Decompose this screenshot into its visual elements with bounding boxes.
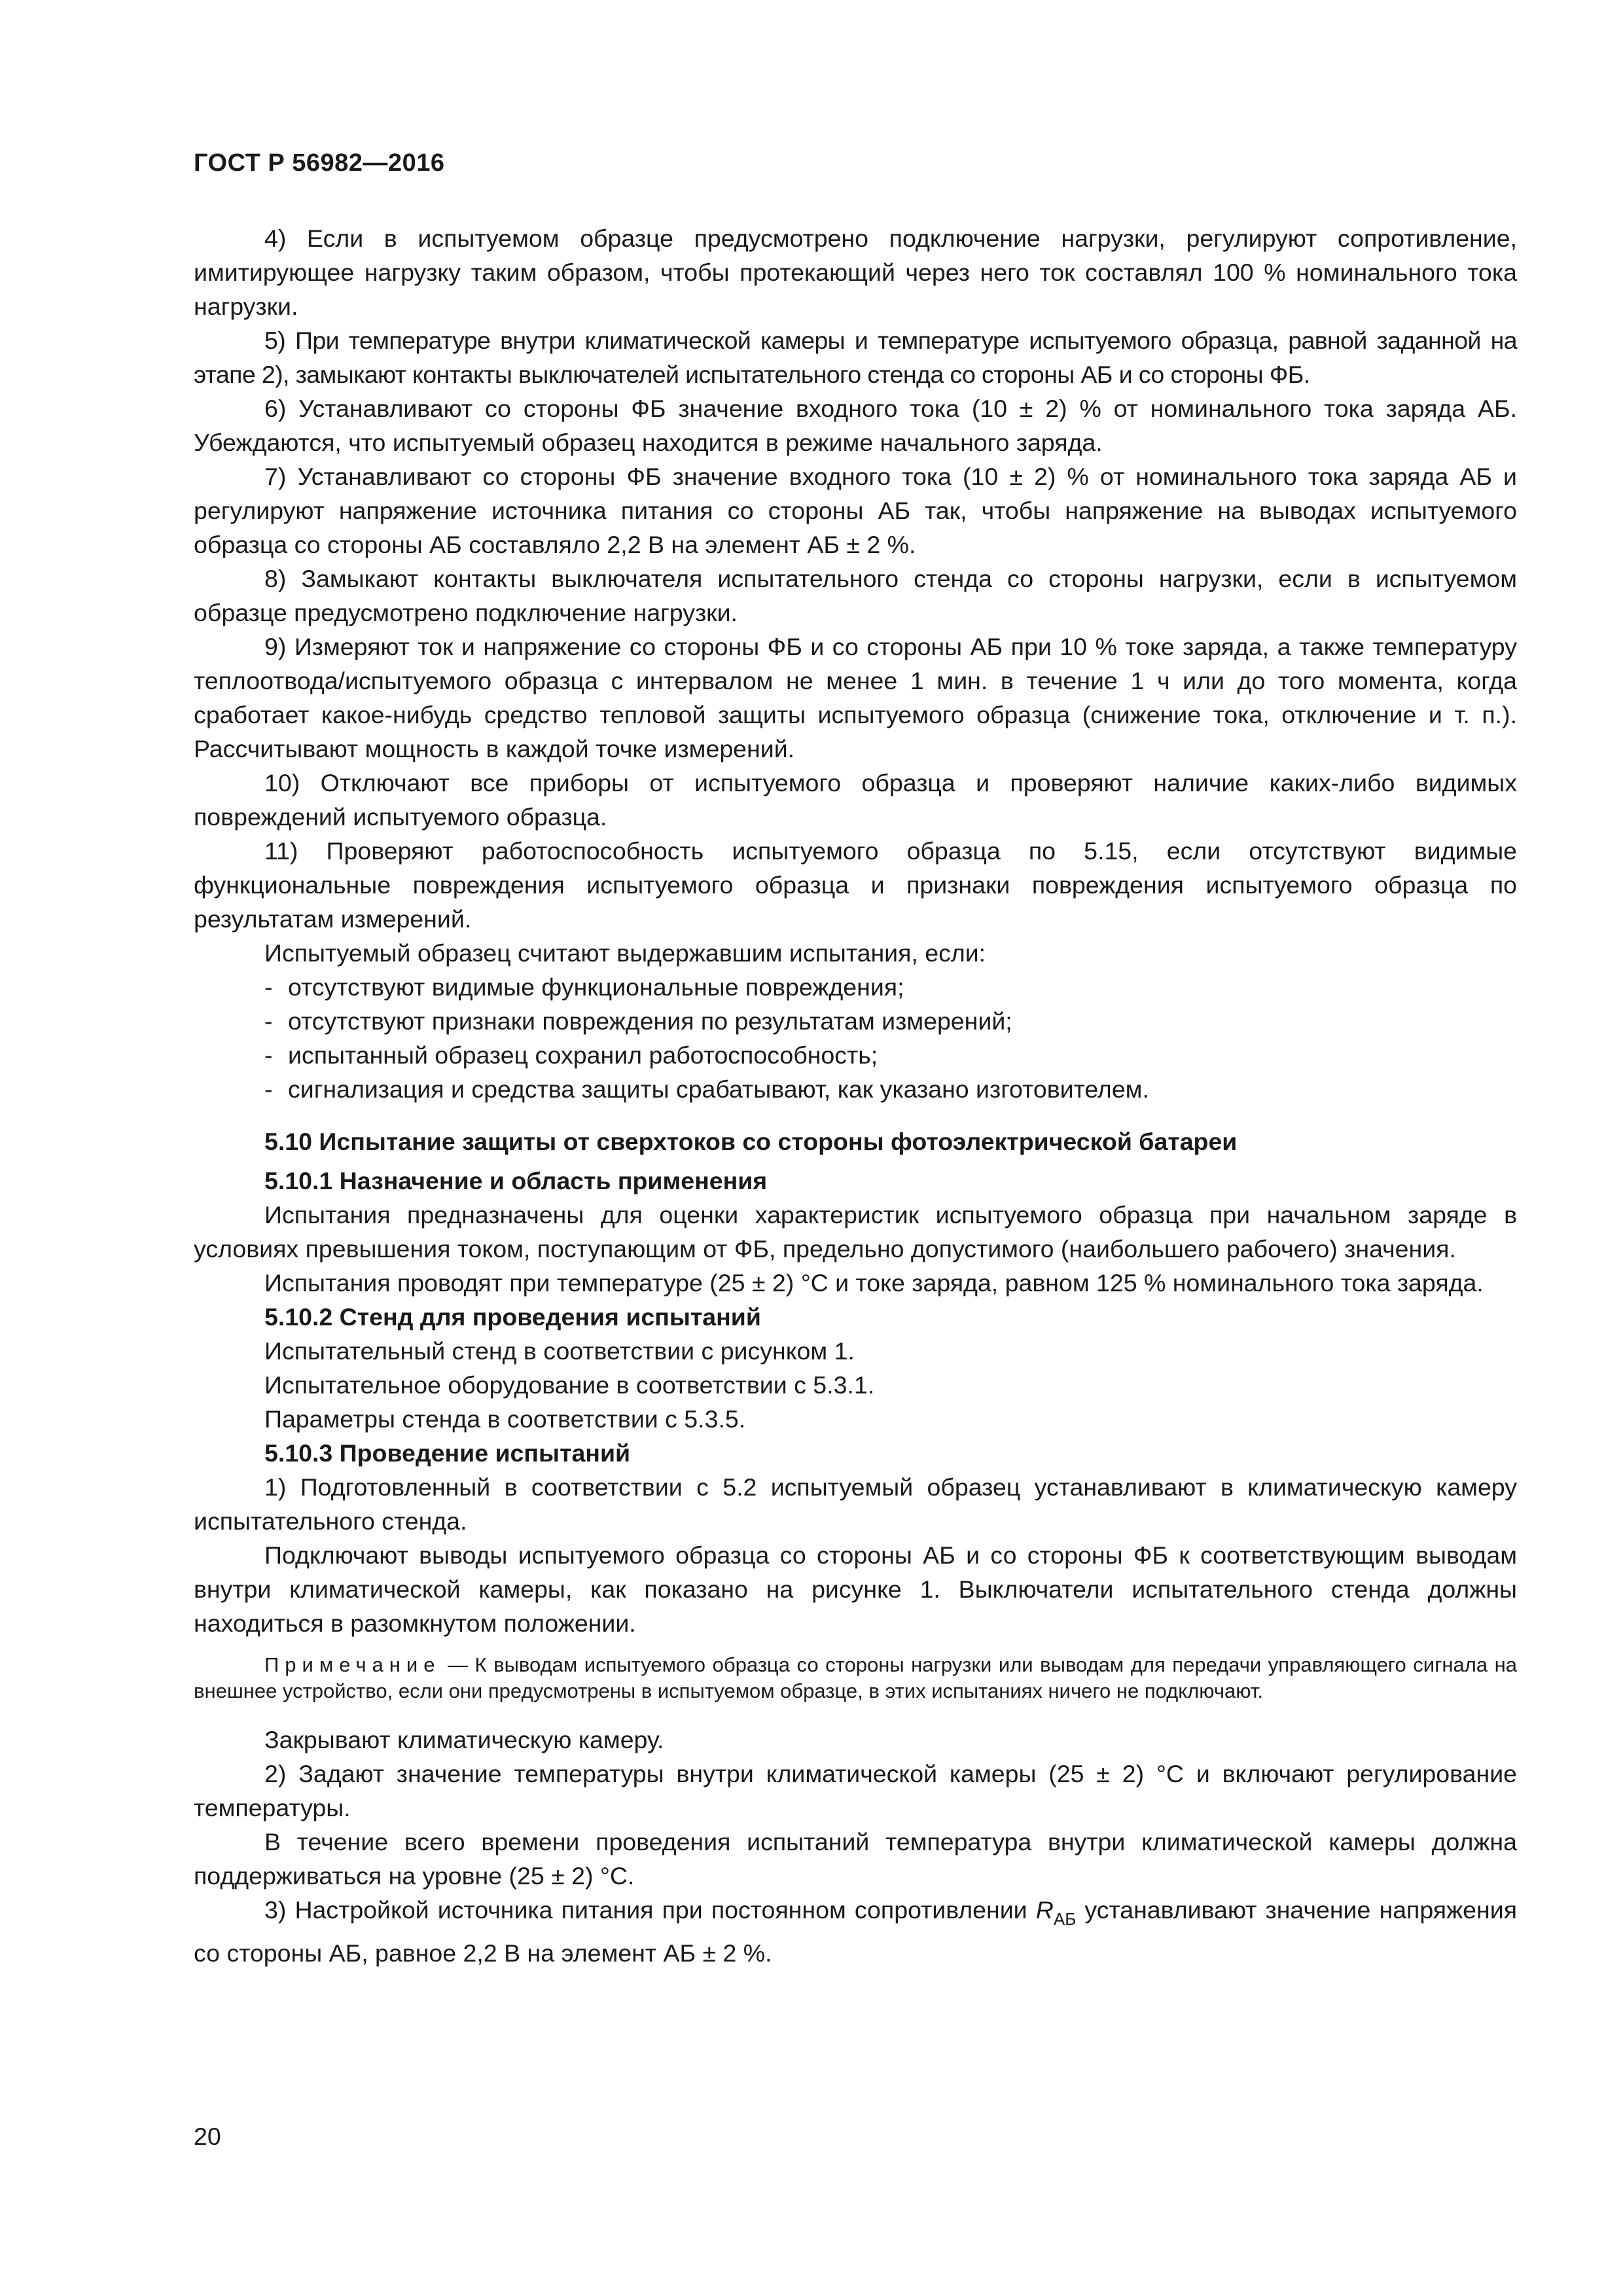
stand-line: Испытательный стенд в соответствии с рисунком 1. bbox=[264, 1337, 855, 1365]
document-header: ГОСТ Р 56982—2016 bbox=[194, 149, 445, 177]
paragraph-step-8: 8) Замыкают контакты выключателя испытательного стенда со стороны нагрузки, если в испытуемом образце предусмотрено подключение нагрузки. bbox=[194, 565, 1517, 626]
bullet-marker: - bbox=[264, 1041, 273, 1069]
note-text: — К выводам испытуемого образца со стороны нагрузки или выводам для передачи управляющего сигнала на внешнее устройство, если они предусмотрены в испытуемом образце, в этих испытаниях ничего не подключают. bbox=[194, 1653, 1517, 1702]
paragraph-step-4: 4) Если в испытуемом образце предусмотрено подключение нагрузки, регулируют сопротивление, имитирующее нагрузку таким образом, чтобы протекающий через него ток составлял 100 % номинального тока нагрузки. bbox=[194, 224, 1517, 320]
paragraph-step-9: 9) Измеряют ток и напряжение со стороны ФБ и со стороны АБ при 10 % токе заряда, а также температуру теплоотвода/испытуемого образца с интервалом не менее 1 мин. в течение 1 ч или до того момента, когда сработает какое-нибудь средство тепловой защиты испытуемого образца (снижение тока, отключение и т. п.). Рассчитывают мощность в каждой точке измерений. bbox=[194, 633, 1517, 762]
subsection-heading-5-10-3: 5.10.3 Проведение испытаний bbox=[264, 1439, 631, 1467]
pass-condition-text: Испытуемый образец считают выдержавшим испытания, если: bbox=[264, 939, 986, 967]
procedure-paragraph: 2) Задают значение температуры внутри климатической камеры (25 ± 2) °С и включают регулирование температуры. bbox=[194, 1760, 1517, 1821]
section-heading-5-10: 5.10 Испытание защиты от сверхтоков со стороны фотоэлектрической батареи bbox=[264, 1128, 1238, 1155]
paragraph-step-6: 6) Устанавливают со стороны ФБ значение входного тока (10 ± 2) % от номинального тока заряда АБ. Убеждаются, что испытуемый образец находится в режиме начального заряда. bbox=[194, 395, 1517, 456]
procedure-paragraph: Закрывают климатическую камеру. bbox=[264, 1726, 664, 1753]
procedure-paragraph: В течение всего времени проведения испытаний температура внутри климатической камеры должна поддерживаться на уровне (25 ± 2) °С. bbox=[194, 1828, 1517, 1890]
page-number: 20 bbox=[194, 2123, 221, 2150]
subsection-heading-5-10-1: 5.10.1 Назначение и область применения bbox=[264, 1167, 768, 1194]
bullet-marker: - bbox=[264, 1007, 273, 1035]
procedure-paragraph: Подключают выводы испытуемого образца со стороны АБ и со стороны ФБ к соответствующим выводам внутри климатической камеры, как показано на рисунке 1. Выключатели испытательного стенда должны находиться в разомкнутом положении. bbox=[194, 1541, 1517, 1637]
subsection-paragraph: Испытания проводят при температуре (25 ± 2) °С и токе заряда, равном 125 % номинального тока заряда. bbox=[264, 1269, 1484, 1297]
procedure-paragraph: 3) Настройкой источника питания при постоянном сопротивлении $R_{АБ}$ устанавливают значение напряжения со стороны АБ, равное 2,2 В на элемент АБ ± 2 %. bbox=[194, 1896, 1517, 1967]
paragraph-step-10: 10) Отключают все приборы от испытуемого образца и проверяют наличие каких-либо видимых повреждений испытуемого образца. bbox=[194, 769, 1517, 831]
stand-line: Испытательное оборудование в соответствии с 5.3.1. bbox=[264, 1371, 875, 1399]
resistance-symbol: R bbox=[1035, 1896, 1054, 1924]
paragraph-step-11: 11) Проверяют работоспособность испытуемого образца по 5.15, если отсутствуют видимые функциональные повреждения испытуемого образца и признаки повреждения испытуемого образца по результатам измерений. bbox=[194, 837, 1517, 933]
resistance-subscript: АБ bbox=[1053, 1909, 1077, 1929]
note-label: Примечание bbox=[264, 1653, 441, 1676]
bullet-marker: - bbox=[264, 1075, 273, 1103]
paragraph-step-7: 7) Устанавливают со стороны ФБ значение входного тока (10 ± 2) % от номинального тока заряда АБ и регулируют напряжение источника питания со стороны АБ так, чтобы напряжение на выводах испытуемого образца со стороны АБ составляло 2,2 В на элемент АБ ± 2 %. bbox=[194, 463, 1517, 558]
list-item: - отсутствуют видимые функциональные повреждения; bbox=[194, 970, 1517, 1004]
subsection-heading-5-10-2: 5.10.2 Стенд для проведения испытаний bbox=[264, 1303, 761, 1331]
procedure-paragraph: 1) Подготовленный в соответствии с 5.2 испытуемый образец устанавливают в климатическую камеру испытательного стенда. bbox=[194, 1473, 1517, 1535]
paragraph-step-5: 5) При температуре внутри климатической камеры и температуре испытуемого образца, равной заданной на этапе 2), замыкают контакты выключателей испытательного стенда со стороны АБ и со стороны ФБ. bbox=[194, 327, 1517, 388]
stand-line: Параметры стенда в соответствии с 5.3.5. bbox=[264, 1405, 746, 1433]
list-item: - отсутствуют признаки повреждения по результатам измерений; bbox=[194, 1004, 1517, 1038]
pass-criteria-list bbox=[194, 970, 1517, 1106]
subsection-paragraph: Испытания предназначены для оценки характеристик испытуемого образца при начальном заряде в условиях превышения током, поступающим от ФБ, предельно допустимого (наибольшего рабочего) значения. bbox=[194, 1201, 1517, 1263]
list-item: - сигнализация и средства защиты срабатывают, как указано изготовителем. bbox=[194, 1072, 1517, 1106]
document-body bbox=[194, 221, 1517, 1970]
list-item: - испытанный образец сохранил работоспособность; bbox=[194, 1038, 1517, 1072]
bullet-marker: - bbox=[264, 973, 273, 1001]
note-paragraph bbox=[194, 1652, 1517, 1704]
